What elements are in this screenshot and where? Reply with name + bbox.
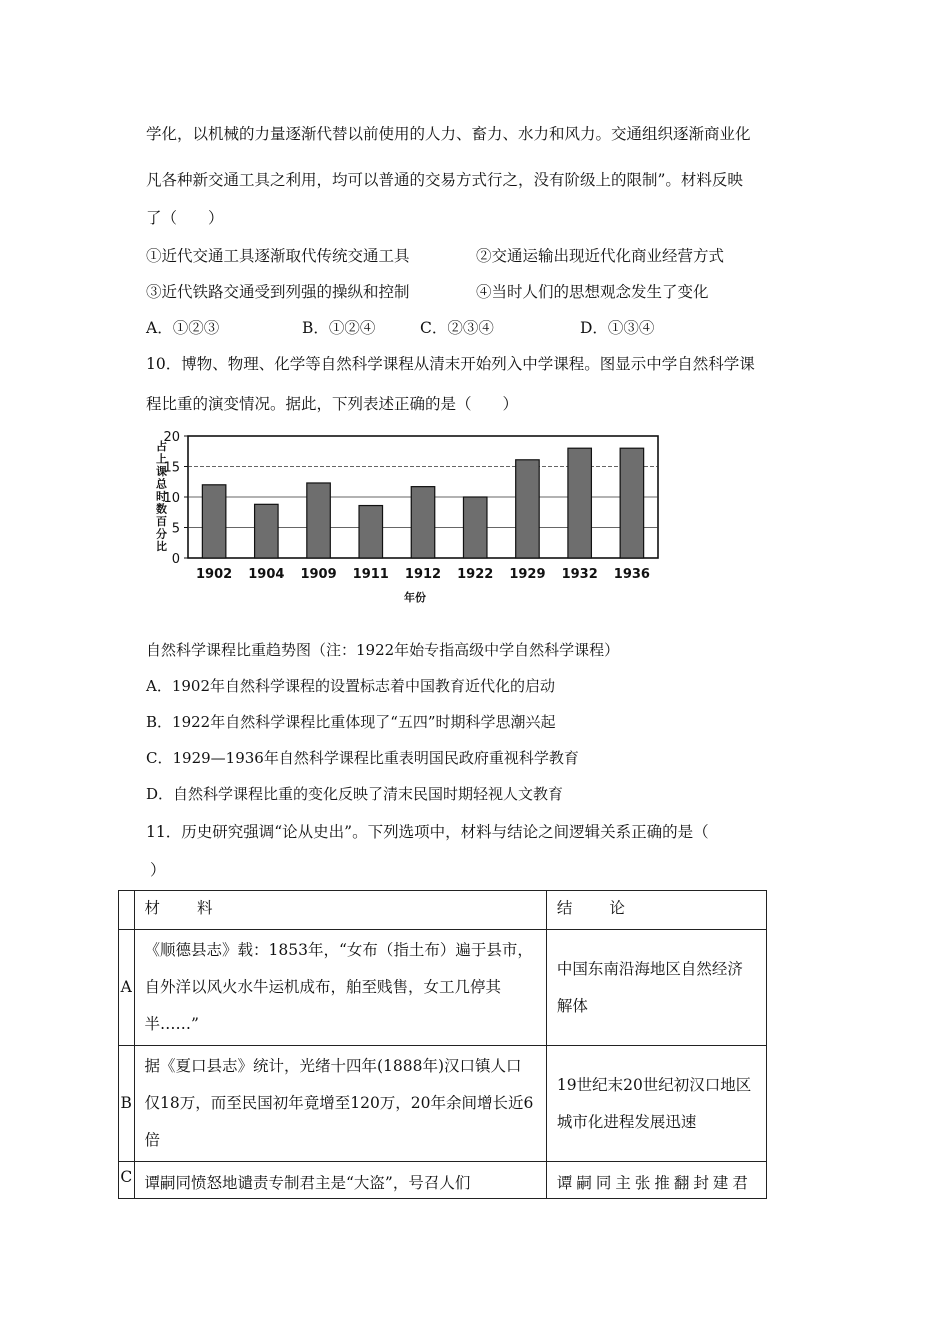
q10-text-line-2: 程比重的演变情况。据此，下列表述正确的是（ ）	[146, 395, 519, 413]
table-row[interactable]	[119, 930, 767, 1046]
x-tick-label: 1936	[613, 567, 650, 582]
y-tick-label: 20	[163, 430, 180, 445]
q9-item-3: ③近代铁路交通受到列强的操纵和控制	[146, 283, 410, 301]
bar	[255, 504, 279, 558]
bar	[359, 506, 383, 558]
q9-item-1: ①近代交通工具逐渐取代传统交通工具	[146, 247, 410, 265]
q9-option-c[interactable]: C．②③④	[420, 319, 494, 337]
row-material: 据《夏口县志》统计，光绪十四年(1888年)汉口镇人口仅18万，而至民国初年竟增至120万，20年余间增长近6倍	[134, 1046, 546, 1162]
x-tick-label: 1929	[509, 567, 546, 582]
q10-option-b[interactable]: B．1922年自然科学课程比重体现了“五四”时期科学思潮兴起	[146, 713, 556, 731]
row-label: A	[119, 930, 135, 1046]
bar	[307, 483, 331, 558]
y-tick-label: 5	[171, 521, 180, 537]
q9-option-a[interactable]: A．①②③	[146, 319, 220, 337]
table-header-material: 材 料	[134, 891, 546, 930]
row-conclusion: 19世纪末20世纪初汉口地区城市化进程发展迅速	[546, 1046, 766, 1162]
q11-text-line-2: ）	[150, 861, 166, 879]
q10-option-d[interactable]: D．自然科学课程比重的变化反映了清末民国时期轻视人文教育	[146, 785, 564, 803]
x-tick-label: 1932	[561, 567, 598, 582]
bar	[411, 487, 435, 558]
x-tick-label: 1909	[300, 567, 337, 582]
y-tick-label: 0	[171, 552, 180, 567]
bar	[516, 460, 540, 558]
q9-text-line-3: 了（ ）	[146, 209, 224, 227]
course-ratio-chart	[146, 428, 676, 613]
row-material: 《顺德县志》载：1853年，“女布（指土布）遍于县市，自外洋以风火水牛运机成布，舶至贱售，女工几停其半……”	[134, 930, 546, 1046]
q11-text-line-1: 11．历史研究强调“论从史出”。下列选项中，材料与结论之间逻辑关系正确的是（	[146, 823, 709, 841]
x-tick-label: 1922	[457, 567, 494, 582]
q9-item-2: ②交通运输出现近代化商业经营方式	[476, 247, 725, 265]
table-header-conclusion: 结 论	[546, 891, 766, 930]
row-material: 谭嗣同愤怒地谴责专制君主是“大盗”，号召人们	[134, 1162, 546, 1199]
chart-caption: 自然科学课程比重趋势图（注：1922年始专指高级中学自然科学课程）	[146, 641, 620, 659]
row-conclusion: 谭嗣同主张推翻封建君	[546, 1162, 766, 1199]
table-header-row	[119, 891, 767, 930]
x-tick-label: 1902	[196, 567, 233, 582]
q10-option-a[interactable]: A．1902年自然科学课程的设置标志着中国教育近代化的启动	[146, 677, 556, 695]
y-tick-label: 15	[163, 460, 180, 476]
x-tick-label: 1904	[248, 567, 285, 582]
x-axis-label: 年份	[404, 591, 426, 604]
y-tick-label: 10	[163, 491, 180, 506]
q9-option-b[interactable]: B．①②④	[302, 319, 376, 337]
bar	[568, 448, 592, 558]
row-label: B	[119, 1046, 135, 1162]
x-tick-label: 1912	[404, 567, 442, 582]
y-axis-label: 占上课总时数百分比	[156, 440, 167, 553]
bar	[463, 497, 487, 558]
chart-svg	[146, 428, 676, 613]
q9-text-line-2: 凡各种新交通工具之利用，均可以普通的交易方式行之，没有阶级上的限制”。材料反映	[146, 171, 743, 189]
table-header-empty	[119, 891, 135, 930]
material-conclusion-table	[118, 890, 767, 1199]
row-conclusion: 中国东南沿海地区自然经济解体	[546, 930, 766, 1046]
q9-option-d[interactable]: D．①③④	[580, 319, 655, 337]
row-label: C	[119, 1162, 135, 1199]
x-tick-label: 1911	[352, 567, 389, 582]
bar	[202, 485, 226, 558]
q10-option-c[interactable]: C．1929—1936年自然科学课程比重表明国民政府重视科学教育	[146, 749, 579, 767]
q9-item-4: ④当时人们的思想观念发生了变化	[476, 283, 709, 301]
q10-text-line-1: 10．博物、物理、化学等自然科学课程从清末开始列入中学课程。图显示中学自然科学课	[146, 355, 755, 373]
table-row[interactable]	[119, 1046, 767, 1162]
q9-text-line-1: 学化，以机械的力量逐渐代替以前使用的人力、畜力、水力和风力。交通组织逐渐商业化	[146, 125, 751, 143]
bar	[620, 448, 644, 558]
table-row[interactable]	[119, 1162, 767, 1199]
